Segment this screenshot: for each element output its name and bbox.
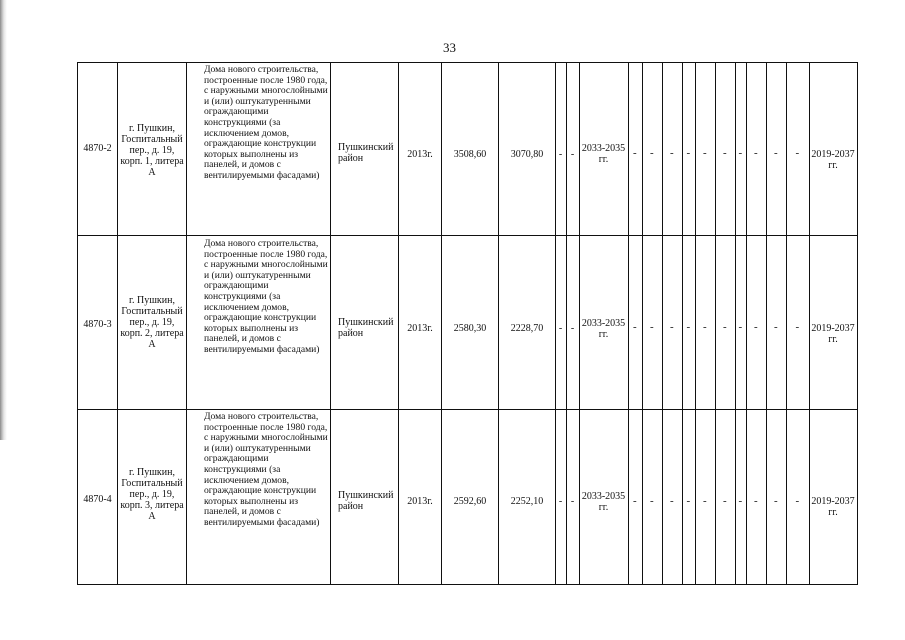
dash-cell: - [723, 147, 727, 159]
dash-cell: - [570, 149, 575, 160]
dash-cell: - [570, 323, 575, 334]
column-rule [628, 63, 629, 585]
description-cell: Дома нового строительства, построенные после 1980 года, с наружными многослойными и (или) оштукатуренными ограждающими конструкциями (за исключением домов, ограждающие конструкции которых выполнены из панелей, и домов с вентилируемыми фасадами) [204, 411, 328, 528]
page-number: 33 [443, 40, 456, 55]
year-cell: 2013г. [407, 496, 433, 507]
dash-cell: - [670, 147, 674, 159]
year-cell: 2013г. [407, 323, 433, 334]
dash-cell: - [795, 147, 800, 159]
district-cell: Пушкинский район [338, 142, 394, 164]
total-area-cell: 2580,30 [453, 323, 487, 334]
dash-cell: - [558, 496, 563, 507]
dash-cell: - [686, 147, 691, 159]
column-rule [117, 63, 118, 585]
year-cell: 2013г. [407, 149, 433, 160]
living-area-cell: 2252,10 [510, 496, 544, 507]
column-rule [715, 63, 716, 585]
dash-cell: - [795, 495, 800, 507]
column-rule [662, 63, 663, 585]
living-area-cell: 2228,70 [510, 323, 544, 334]
dash-cell: - [670, 321, 674, 333]
repair-period-cell: 2033-2035 гг. [581, 143, 626, 165]
repair-period-cell: 2033-2035 гг. [581, 491, 626, 513]
record-id: 4870-4 [83, 494, 112, 505]
dash-cell: - [774, 495, 778, 507]
description-cell: Дома нового строительства, построенные после 1980 года, с наружными многослойными и (или) оштукатуренными ограждающими конструкциями (за исключением домов, ограждающие конструкции которых выполнены из панелей, и домов с вентилируемыми фасадами) [204, 238, 328, 355]
dash-cell: - [754, 321, 758, 333]
dash-cell: - [570, 496, 575, 507]
dash-cell: - [650, 495, 654, 507]
column-rule [330, 63, 331, 585]
dash-cell: - [754, 495, 758, 507]
column-rule [766, 63, 767, 585]
description-cell: Дома нового строительства, построенные после 1980 года, с наружными многослойными и (или) оштукатуренными ограждающими конструкциями (за исключением домов, ограждающие конструкции которых выполнены из панелей, и домов с вентилируемыми фасадами) [204, 64, 328, 181]
dash-cell: - [703, 147, 707, 159]
living-area-cell: 3070,80 [510, 149, 544, 160]
address-cell: г. Пушкин, Госпитальный пер., д. 19, корп. 3, литера А [120, 467, 184, 522]
dash-cell: - [723, 495, 727, 507]
repair-period-cell: 2033-2035 гг. [581, 318, 626, 340]
final-period-cell: 2019-2037 гг. [811, 323, 855, 345]
dash-cell: - [703, 321, 707, 333]
column-rule [746, 63, 747, 585]
dash-cell: - [754, 147, 758, 159]
column-rule [695, 63, 696, 585]
dash-cell: - [650, 147, 654, 159]
dash-cell: - [670, 495, 674, 507]
dash-cell: - [774, 147, 778, 159]
dash-cell: - [738, 321, 743, 333]
column-rule [186, 63, 187, 585]
dash-cell: - [633, 495, 637, 507]
district-cell: Пушкинский район [338, 490, 394, 512]
address-cell: г. Пушкин, Госпитальный пер., д. 19, корп. 1, литера А [120, 123, 184, 178]
register-table [77, 62, 858, 585]
scan-edge-shadow [0, 0, 7, 440]
column-rule [857, 63, 858, 585]
column-rule [735, 63, 736, 585]
dash-cell: - [633, 147, 637, 159]
record-id: 4870-3 [83, 319, 112, 330]
dash-cell: - [795, 321, 800, 333]
row-rule [78, 584, 858, 585]
column-rule [642, 63, 643, 585]
total-area-cell: 2592,60 [453, 496, 487, 507]
column-rule [786, 63, 787, 585]
row-rule [78, 409, 858, 410]
dash-cell: - [723, 321, 727, 333]
final-period-cell: 2019-2037 гг. [811, 496, 855, 518]
total-area-cell: 3508,60 [453, 149, 487, 160]
dash-cell: - [738, 147, 743, 159]
dash-cell: - [650, 321, 654, 333]
dash-cell: - [686, 495, 691, 507]
dash-cell: - [738, 495, 743, 507]
row-rule [78, 235, 858, 236]
dash-cell: - [686, 321, 691, 333]
dash-cell: - [774, 321, 778, 333]
dash-cell: - [633, 321, 637, 333]
dash-cell: - [558, 149, 563, 160]
dash-cell: - [703, 495, 707, 507]
record-id: 4870-2 [83, 143, 112, 154]
dash-cell: - [558, 323, 563, 334]
district-cell: Пушкинский район [338, 317, 394, 339]
address-cell: г. Пушкин, Госпитальный пер., д. 19, корп. 2, литера А [120, 295, 184, 350]
column-rule [682, 63, 683, 585]
final-period-cell: 2019-2037 гг. [811, 149, 855, 171]
